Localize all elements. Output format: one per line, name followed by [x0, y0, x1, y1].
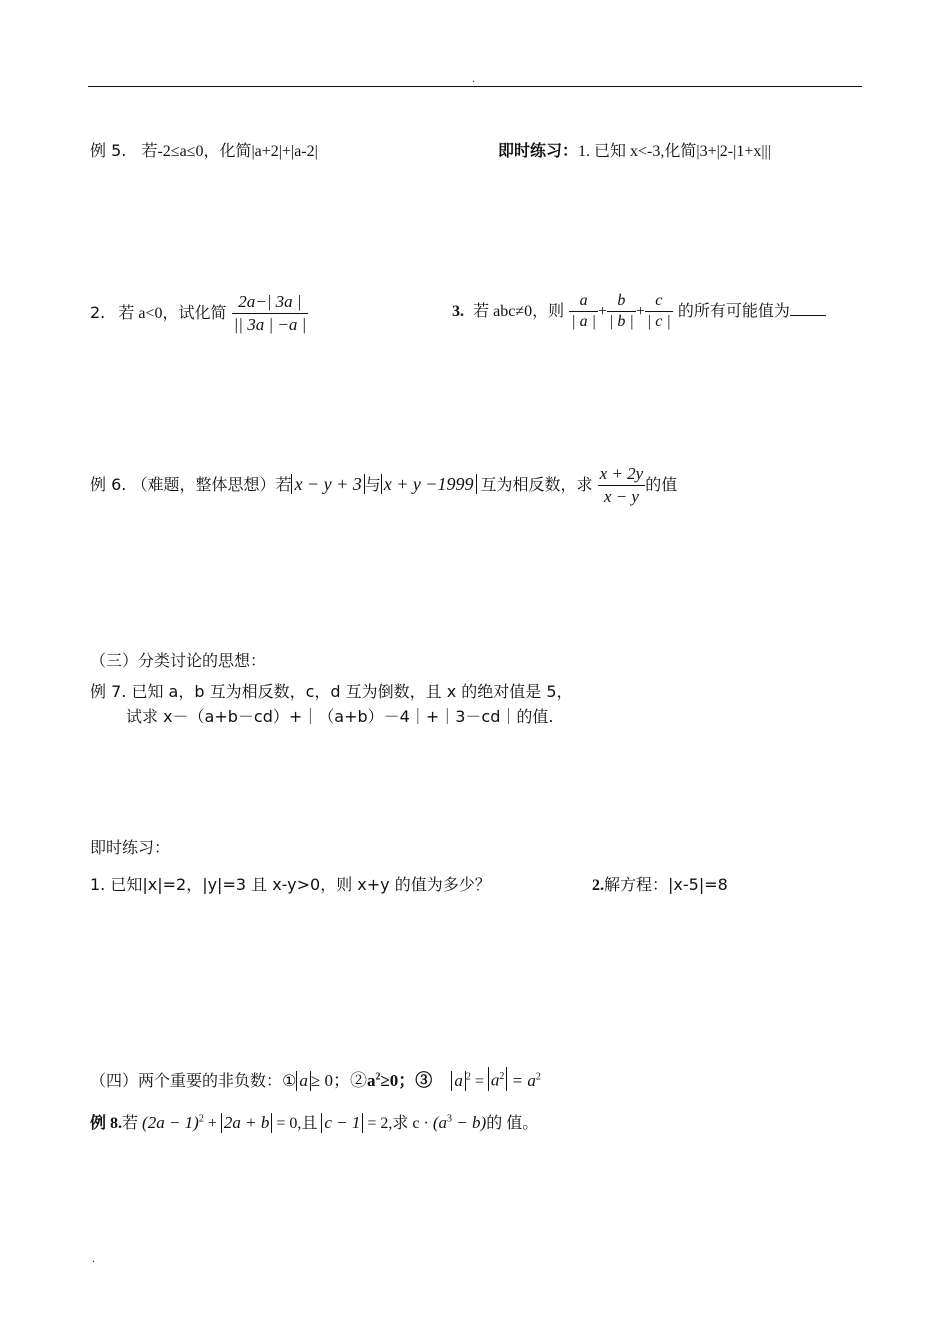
question-2-numerator: 2a−| 3a |: [232, 292, 309, 314]
practice-1-text: 1. 已知 x<-3,化简|3+|2-|1+x|||: [578, 143, 771, 160]
example-5-label: 例 5.: [90, 141, 127, 160]
example-6-label: 例 6.: [90, 475, 127, 494]
formula-2-exponent: 2: [375, 1071, 381, 1083]
formula-2-rest: ≥0；③: [380, 1071, 433, 1090]
abs-expression-1: x − y + 3: [291, 474, 364, 494]
practice-2-question-1: 1. 已知|x|=2，|y|=3 且 x-y>0，则 x+y 的值为多少？: [90, 875, 491, 894]
question-3-text: 若 abc≠0，则: [473, 303, 565, 320]
example-6-mid: 与: [364, 475, 381, 494]
abs-a-squared: a: [451, 1071, 466, 1091]
example-6-numerator: x + 2y: [598, 464, 646, 486]
example-8: [90, 1110, 538, 1133]
question-2: [90, 292, 308, 335]
term-a-denominator: | a |: [571, 313, 596, 330]
example-5-text: 若-2≤a≤0，化简|a+2|+|a-2|: [141, 143, 318, 160]
example-8-text: 若: [122, 1115, 139, 1132]
abs-expression-2: x + y −1999: [381, 474, 477, 494]
example-5: [90, 138, 318, 161]
question-3-term-a: [569, 292, 598, 331]
example-7-line-2: 试求 x－（a+b－cd）+｜（a+b）－4｜+｜3－cd｜的值.: [126, 707, 554, 726]
practice-2-question-2-label: 2.: [592, 877, 604, 894]
example-8-abs-1: 2a + b: [221, 1113, 272, 1133]
abs-a-2-base: a: [490, 1071, 500, 1090]
question-2-fraction: [232, 292, 309, 335]
abs-a-2: [488, 1067, 508, 1091]
formula-3-exponent: 2: [465, 1071, 471, 1083]
footer-dot: .: [92, 1254, 96, 1265]
example-8-tail: 的 值。: [486, 1115, 539, 1132]
section-4-title: （四）两个重要的非负数：①: [90, 1071, 297, 1090]
answer-blank[interactable]: [790, 301, 826, 316]
term-b-denominator: | b |: [609, 313, 634, 330]
section-3-title: （三）分类讨论的思想：: [90, 651, 267, 670]
formula-3-result-exponent: 2: [535, 1071, 541, 1083]
practice-2-question-2-text: 解方程：|x-5|=8: [604, 875, 728, 894]
term-c-numerator: c: [645, 292, 673, 312]
example-6-text-2: 互为相反数，求: [480, 475, 593, 494]
question-2-text: 若 a<0，试化简: [118, 305, 227, 322]
example-6-tail: 的值: [645, 475, 678, 494]
example-8-cube-term: (a: [432, 1113, 448, 1132]
section-4: [90, 1066, 541, 1091]
example-8-square-exponent: 2: [198, 1113, 204, 1125]
example-6-fraction: [598, 464, 646, 507]
example-8-eq-2: = 2,求 c ·: [363, 1115, 433, 1132]
question-3: [452, 292, 826, 331]
example-8-square-term: (2a − 1): [142, 1113, 199, 1132]
example-8-cube-exponent: 3: [447, 1113, 453, 1125]
question-2-label: 2.: [90, 303, 106, 322]
header-rule: [88, 86, 862, 87]
practice-2-question-2: [592, 872, 728, 895]
example-8-plus: +: [203, 1115, 221, 1132]
term-c-denominator: | c |: [646, 313, 671, 330]
formula-1-rest: ≥ 0；②: [310, 1071, 367, 1090]
question-3-label: 3.: [452, 303, 464, 320]
formula-3-result: = a: [507, 1071, 536, 1090]
abs-a-2-exponent: 2: [499, 1071, 505, 1083]
term-a-numerator: a: [569, 292, 598, 312]
plus-sign: +: [597, 303, 608, 320]
example-8-cube-rest: − b): [452, 1113, 487, 1132]
question-3-tail: 的所有可能值为: [677, 303, 790, 320]
term-b-numerator: b: [607, 292, 636, 312]
example-6-text: （难题，整体思想）若: [131, 475, 292, 494]
question-3-term-b: [607, 292, 636, 331]
example-6: [90, 464, 677, 507]
question-3-term-c: [645, 292, 673, 331]
example-7-line-1: 例 7. 已知 a，b 互为相反数，c，d 互为倒数，且 x 的绝对值是 5，: [90, 682, 573, 701]
example-8-eq-0: = 0,且: [272, 1115, 322, 1132]
example-8-label: 例 8.: [90, 1115, 123, 1132]
question-2-denominator: || 3a | −a |: [233, 315, 307, 334]
plus-sign: +: [635, 303, 645, 320]
example-8-abs-2: c − 1: [321, 1113, 363, 1133]
formula-3-equals: =: [470, 1073, 488, 1090]
header-dot: .: [472, 74, 476, 85]
practice-1: [498, 138, 771, 161]
example-6-denominator: x − y: [603, 487, 639, 506]
abs-a: a: [296, 1071, 311, 1091]
formula-2-a: a: [366, 1071, 376, 1090]
practice-1-label: 即时练习：: [498, 141, 579, 160]
practice-2-label: 即时练习：: [90, 838, 171, 857]
